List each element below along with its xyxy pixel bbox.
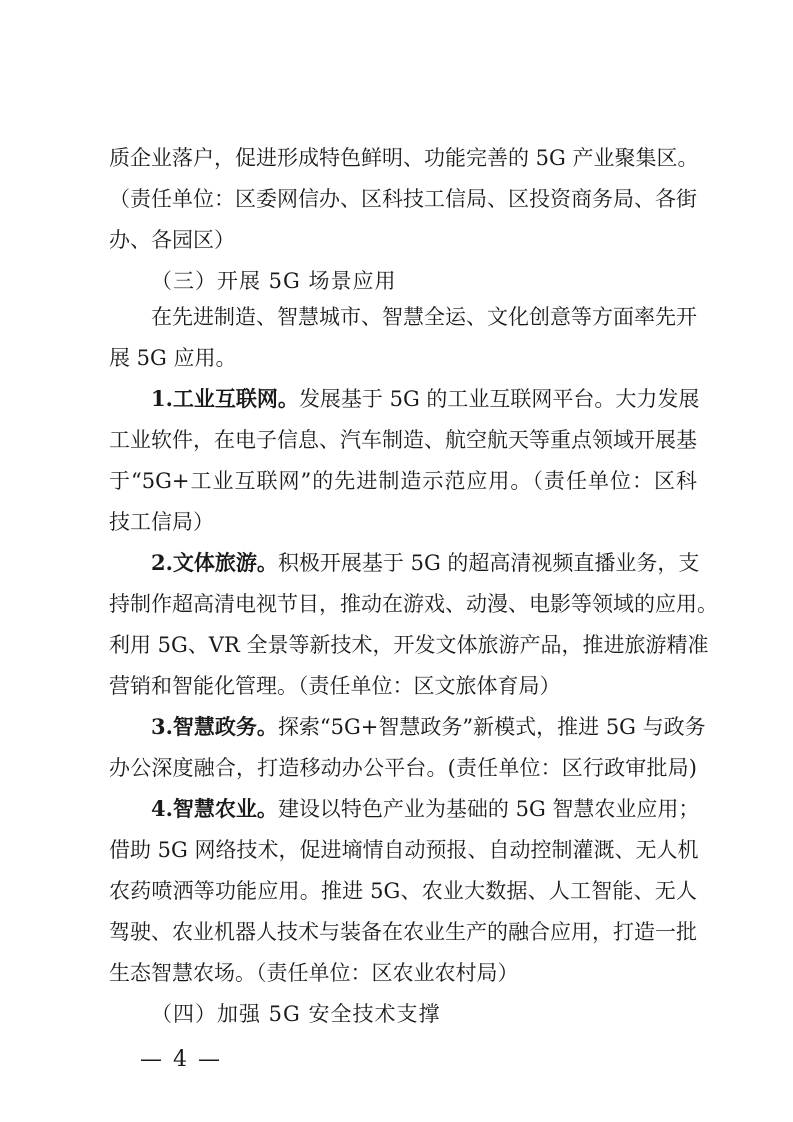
text-line: 于“5G+工业互联网”的先进制造示范应用。（责任单位：区科 bbox=[109, 469, 697, 493]
text-line: 2.文体旅游。积极开展基于 5G 的超高清视频直播业务，支 bbox=[151, 550, 700, 575]
text-line: （责任单位：区委网信办、区科技工信局、区投资商务局、各街 bbox=[109, 187, 697, 211]
section-heading: （四）加强 5G 安全技术支撑 bbox=[151, 1002, 441, 1026]
section-heading: （三）开展 5G 场景应用 bbox=[151, 269, 397, 293]
text-line: 质企业落户，促进形成特色鲜明、功能完善的 5G 产业聚集区。 bbox=[109, 146, 699, 170]
item-title: 1.工业互联网。 bbox=[151, 386, 299, 411]
text-line: 技工信局） bbox=[109, 510, 214, 534]
text-line: 3.智慧政务。探索“5G+智慧政务”新模式，推进 5G 与政务 bbox=[151, 714, 706, 739]
text-line: 持制作超高清电视节目，推动在游戏、动漫、电影等领域的应用。 bbox=[109, 592, 718, 616]
text-line: 4.智慧农业。建设以特色产业为基础的 5G 智慧农业应用； bbox=[151, 796, 700, 821]
text-line: 农药喷洒等功能应用。推进 5G、农业大数据、人工智能、无人 bbox=[109, 879, 697, 903]
text-line: 利用 5G、VR 全景等新技术，开发文体旅游产品，推进旅游精准 bbox=[109, 633, 709, 657]
text-line: 办公深度融合，打造移动办公平台。(责任单位：区行政审批局) bbox=[109, 756, 697, 780]
item-title: 4.智慧农业。 bbox=[151, 796, 278, 821]
text-line: 生态智慧农场。（责任单位：区农业农村局） bbox=[109, 961, 519, 985]
text-line: 工业软件，在电子信息、汽车制造、航空航天等重点领域开展基 bbox=[109, 428, 697, 452]
item-title: 2.文体旅游。 bbox=[151, 550, 278, 575]
text-line: 在先进制造、智慧城市、智慧全运、文化创意等方面率先开 bbox=[151, 305, 697, 329]
text-line: 1.工业互联网。发展基于 5G 的工业互联网平台。大力发展 bbox=[151, 386, 700, 411]
text-line: 展 5G 应用。 bbox=[109, 346, 237, 370]
item-title: 3.智慧政务。 bbox=[151, 714, 278, 739]
text-line: 营销和智能化管理。（责任单位：区文旅体育局） bbox=[109, 674, 561, 698]
text-line: 驾驶、农业机器人技术与装备在农业生产的融合应用，打造一批 bbox=[109, 920, 697, 944]
page-number: — 4 — bbox=[140, 1047, 222, 1072]
text-line: 借助 5G 网络技术，促进墒情自动预报、自动控制灌溉、无人机 bbox=[109, 838, 699, 862]
text-line: 办、各园区） bbox=[109, 228, 235, 252]
